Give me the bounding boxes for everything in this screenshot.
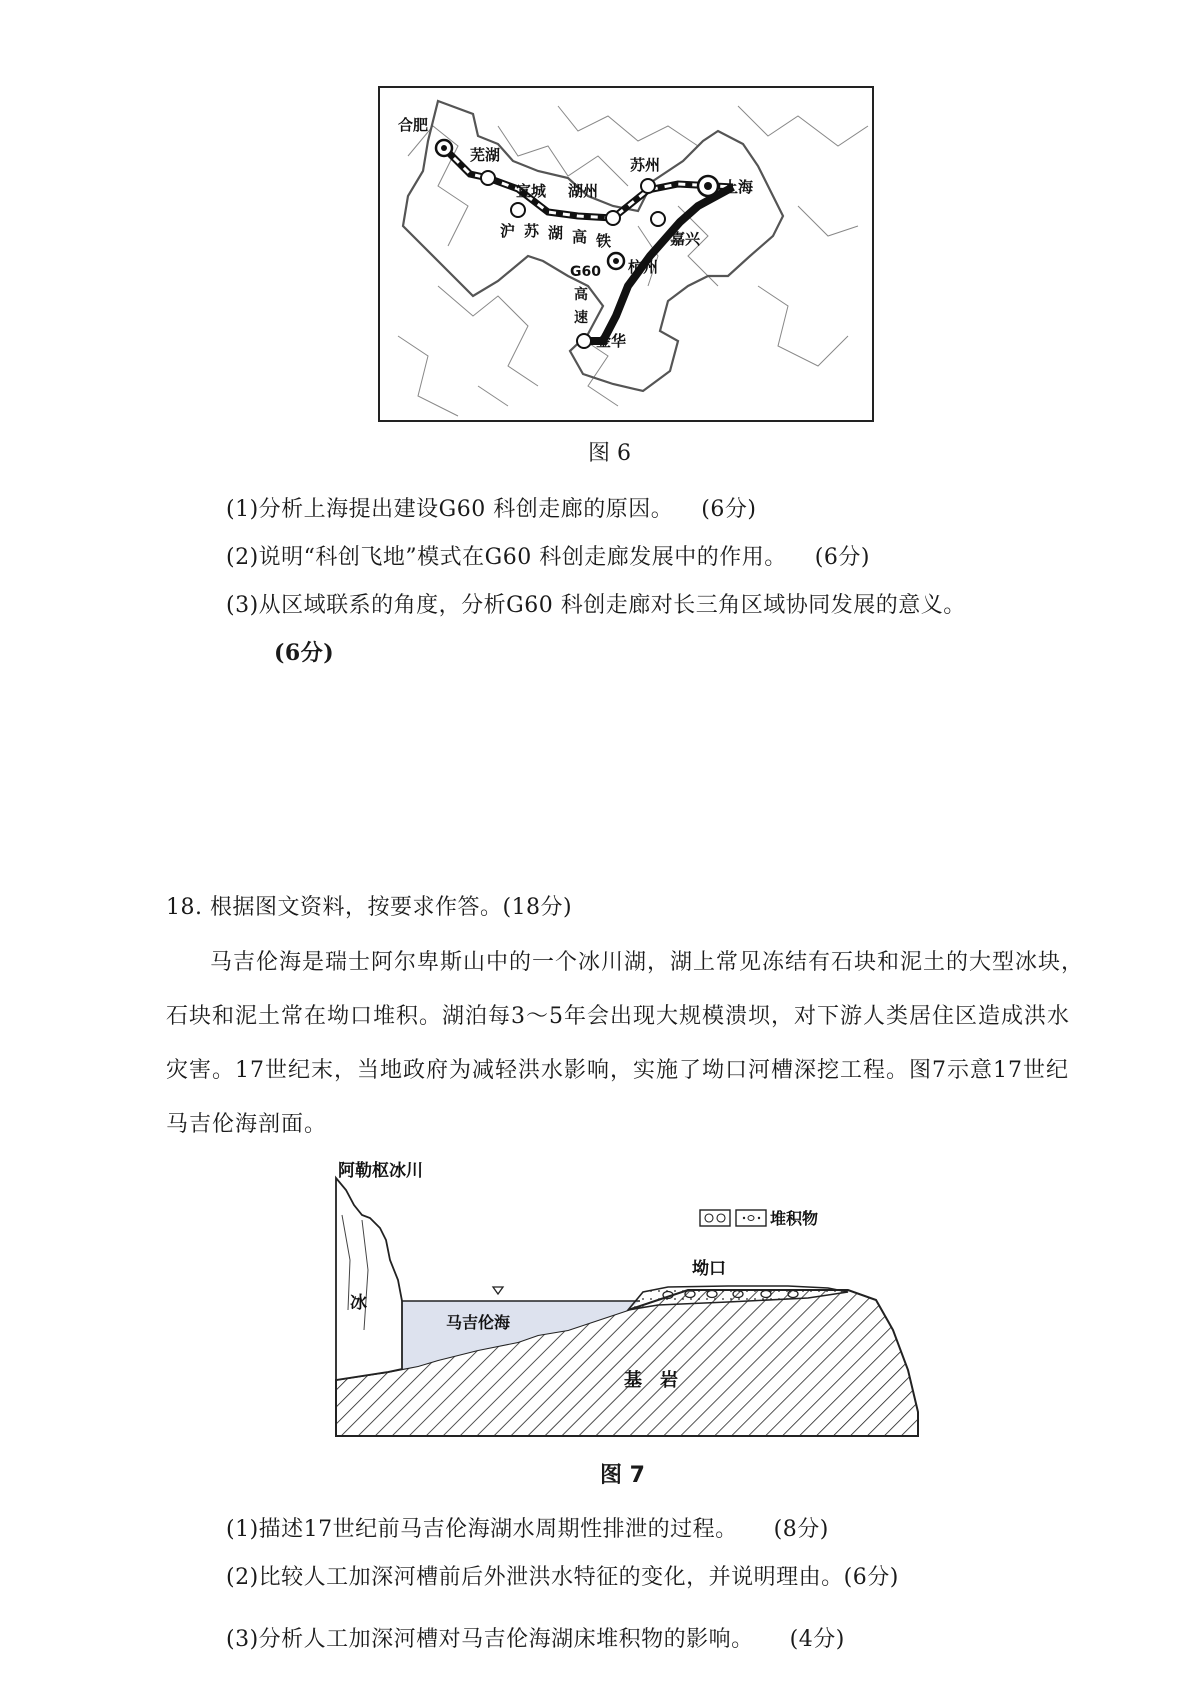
figure-6-caption: 图 6 (588, 441, 631, 466)
question-18-paragraph: 马吉伦海是瑞士阿尔卑斯山中的一个冰川湖，湖上常见冻结有石块和泥土的大型冰块，石块和泥土常在坳口堆积。湖泊每3～5年会出现大规模溃坝，对下游人类居住区造成洪水灾害。17世纪末，当地政府为减轻洪水影响，实施了坳口河槽深挖工程。图7示意17世纪马吉伦海剖面。 (166, 950, 1085, 1137)
question-18-2: (2)比较人工加深河槽前后外泄洪水特征的变化，并说明理由。(6分) (226, 1565, 899, 1590)
label-huzhou: 湖州 (568, 182, 599, 200)
question-17-2: (2)说明“科创飞地”模式在G60 科创走廊发展中的作用。 (6分) (226, 545, 870, 570)
label-glacier: 阿勒枢冰川 (338, 1161, 423, 1181)
label-jinhua: 金华 (596, 332, 627, 350)
map-frame (379, 87, 873, 421)
svg-text:速: 速 (574, 310, 588, 326)
figure-7-caption: 图 7 (600, 1463, 645, 1488)
label-shanghai: 上海 (723, 178, 754, 196)
question-17-3: (3)从区域联系的角度，分析G60 科创走廊对长三角区域协同发展的意义。 (226, 593, 966, 618)
svg-text:湖: 湖 (548, 224, 564, 242)
label-hefei: 合肥 (398, 116, 429, 134)
label-suzhou: 苏州 (630, 156, 661, 174)
label-pass: 坳口 (692, 1259, 726, 1279)
figure-7-profile (328, 1160, 932, 1450)
question-17-1: (1)分析上海提出建设G60 科创走廊的原因。 (6分) (226, 497, 757, 522)
label-ice: 冰 (350, 1293, 367, 1313)
label-jiaxing: 嘉兴 (670, 230, 701, 248)
svg-text:铁: 铁 (596, 232, 612, 250)
question-17-3-score: (6分) (274, 640, 335, 666)
svg-text:沪: 沪 (500, 222, 516, 240)
label-wuhu: 芜湖 (470, 146, 501, 164)
label-bedrock: 基 岩 (624, 1370, 678, 1391)
svg-text:G60: G60 (570, 264, 601, 280)
legend-label-sediment: 堆积物 (770, 1209, 819, 1228)
svg-text:苏: 苏 (524, 222, 540, 240)
figure-6-map (378, 86, 874, 422)
label-xuancheng: 宣城 (516, 182, 547, 200)
water-level-marker (493, 1287, 503, 1294)
question-18-1: (1)描述17世纪前马吉伦海湖水周期性排泄的过程。 (8分) (226, 1517, 829, 1542)
question-18-heading: 18. 根据图文资料，按要求作答。(18分) (166, 895, 573, 920)
label-lake: 马吉伦海 (446, 1313, 511, 1332)
label-hangzhou: 杭州 (628, 258, 659, 276)
svg-text:高: 高 (572, 228, 588, 246)
legend (700, 1210, 766, 1226)
glacier (336, 1178, 402, 1380)
svg-text:高: 高 (574, 287, 588, 303)
question-18-3: (3)分析人工加深河槽对马吉伦海湖床堆积物的影响。 (4分) (226, 1627, 845, 1652)
